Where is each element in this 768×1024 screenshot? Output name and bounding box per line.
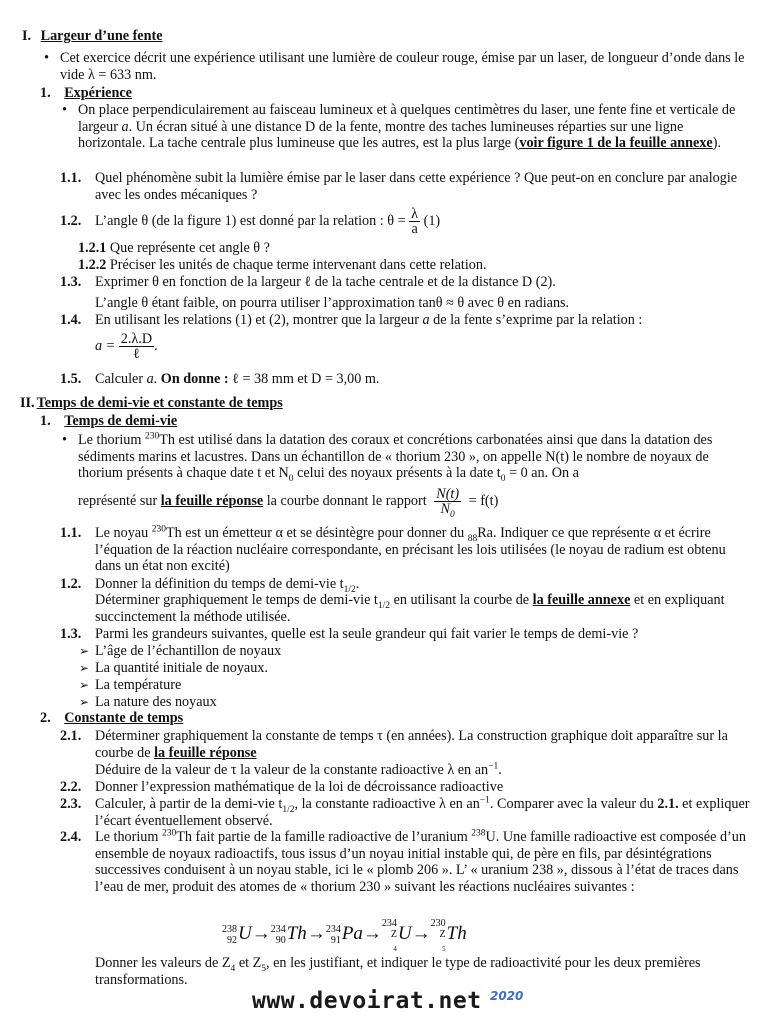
option-item: ➢ La nature des noyaux [95, 694, 217, 711]
nuclide-symbol: Pa [341, 922, 363, 944]
q-1-1-text: Quel phénomène subit la lumière émise par le laser dans cette expérience ? Que peut-on en conclure par analogie avec les ondes mécaniques ? [95, 170, 738, 203]
q-1-2-text [95, 206, 440, 236]
q-1-4-text: En utilisant les relations (1) et (2), montrer que la largeur a de la fente s’exprime par la relation : [95, 312, 643, 328]
experience-text: On place perpendiculairement au faisceau lumineux et à quelques centimètres du laser, une fente fine et verticale de largeur [78, 102, 736, 135]
q-2-1-3-text: Parmi les grandeurs suivantes, quelle est la seule grandeur qui fait varier le temps de demi-vie ? [95, 626, 639, 642]
q-2-1-2-text: Donner la définition du temps de demi-vie $t_{1/2}$. [95, 576, 360, 595]
subsection-1-1-heading [40, 85, 132, 102]
subsection-title: Expérience [64, 85, 132, 101]
nuclide-symbol: Th [446, 922, 467, 944]
nuclide-symbol: Th [286, 922, 307, 944]
arrow-icon: → [362, 922, 382, 944]
response-sheet-reference: la feuille réponse [160, 493, 264, 509]
option-item: ➢ La quantité initiale de noyaux. [95, 660, 268, 677]
site-logo: www.devoirat.net [252, 988, 482, 1014]
q-2-1-2-graph: Déterminer graphiquement le temps de demi-vie $t_{1/2}$ en utilisant la courbe de la feuille annexe et en expliquant succinctement la méthode utilisée. [95, 592, 725, 625]
q-2-2-1-deduce: Déduire de la valeur de τ la valeur de la constante radioactive λ en $an^{-1}$. [95, 761, 502, 778]
relation-tag-1: (1) [423, 213, 441, 229]
q-2-2-3-text: Calculer, à partir de la demi-vie $t_{1/2}$, la constante radioactive λ en $an^{-1}$. Comparer avec la valeur du 2.1. et expliquer l’écart éventuellement observé. [95, 795, 750, 829]
arrow-icon: → [306, 922, 326, 944]
q-1-3-text: Exprimer θ en fonction de la largeur ℓ de la tache centrale et de la distance D (2). [95, 274, 556, 290]
q-2-1-3-number: 1.3. [60, 626, 82, 642]
option-item: ➢ L’âge de l’échantillon de noyaux [95, 643, 281, 660]
q-2-1-1-text: Le noyau $^{230}$Th est un émetteur α et se désintègre pour donner du $_{88}$Ra. Indiquer ce que représente α et écrire l’équation de la réaction nucléaire correspondante, en précisant les lois utilisées (le noyau de radium est obtenu dans un état non excité) [95, 524, 726, 575]
experience-paragraph [78, 102, 750, 152]
q-1-2-number: 1.2. [60, 213, 82, 229]
option-item: ➢ La température [95, 677, 181, 694]
q-1-2-2: 1.2.2 Préciser les unités de chaque terme intervenant dans cette relation. [78, 257, 487, 273]
section-1-heading [22, 28, 163, 45]
q-2-2-2-number: 2.2. [60, 779, 82, 795]
lambda-over-a-fraction: $\frac{\lambda}{a}$ [411, 206, 419, 238]
decay-chain-equation: 238 92 U→ 234 90 Th→ 234 91 Pa→ 234 Z $_4$ U→ 230 Z $_5$ Th [222, 918, 467, 953]
ratio-line: représenté sur la feuille réponse la courbe donnant le rapport $\frac{N(t)}{N_0}$ = f(t) [78, 486, 499, 521]
section-2-heading [20, 395, 283, 412]
annex-reference: voir figure 1 de la feuille annexe [519, 135, 713, 152]
var-a: a [121, 118, 129, 135]
q-2-2-3-number: 2.3. [60, 796, 82, 812]
q-1-4-number: 1.4. [60, 312, 82, 328]
q-2-2-4-number: 2.4. [60, 829, 82, 845]
section-1-intro: • Cet exercice décrit une expérience utilisant une lumière de couleur rouge, émise par un laser, de longueur d’onde dans le vide λ = 633 nm. [60, 50, 750, 83]
nuclide-symbol: U [238, 922, 252, 944]
thorium-paragraph: • Le thorium $^{230}$Th est utilisé dans la datation des coraux et concrétions carbonatées ainsi que dans la datation des sédiments marins et lacustres. Dans un échantillon de « thorium 230 », on appelle N(t) le nombre de noyaux de thorium présents à chaque date t et $N_0$ celui des noyaux présents à la date $t_0 = 0$ an. On a [78, 432, 750, 482]
arrow-icon: → [411, 922, 431, 944]
arrow-icon: → [251, 922, 271, 944]
section-1-number: I. [22, 28, 32, 44]
q-1-2-label: L’angle θ (de la figure 1) est donné par la relation : θ = [95, 213, 406, 229]
subsection-2-2-heading: 2. Constante de temps [40, 710, 184, 726]
experience-text-2: . Un écran situé à une distance D de la fente, montre des taches lumineuses réparties sur une ligne horizontale. La tache centrale plus lumineuse que les autres, est la plus large ( [78, 118, 684, 152]
section-1-title: Largeur d’une fente [40, 28, 163, 44]
q-1-3-number: 1.3. [60, 274, 82, 290]
section-2-number: II. [20, 395, 35, 411]
q-1-5-number: 1.5. [60, 371, 82, 387]
section-2-title: Temps de demi-vie et constante de temps [36, 395, 283, 411]
final-question: Donner les valeurs de $Z_4$ et $Z_5$, en les justifiant, et indiquer le type de radioactivité pour les deux premières transformations. [95, 955, 701, 988]
q-1-2-1: 1.2.1 Que représente cet angle θ ? [78, 240, 270, 256]
footer-year: 2020 [490, 989, 524, 1003]
q-2-2-1-number: 2.1. [60, 728, 82, 744]
q-1-4-formula: a = $\frac{2.\lambda.D}{\text{ℓ}}$ . [95, 331, 158, 362]
q-2-2-1-text: Déterminer graphiquement la constante de temps τ (en années). La construction graphique doit apparaître sur la courbe de la feuille réponse [95, 728, 728, 761]
nuclide-symbol: U [397, 922, 412, 944]
subsection-number: 1. [40, 85, 51, 101]
q-1-1-number: 1.1. [60, 170, 82, 186]
q-2-1-1-number: 1.1. [60, 525, 82, 541]
subsection-2-1-heading: 1. Temps de demi-vie [40, 413, 178, 429]
q-1-3-hint: L’angle θ étant faible, on pourra utiliser l’approximation tanθ ≈ θ avec θ en radians. [95, 295, 570, 311]
q-1-5-text: Calculer a. On donne : ℓ = 38 mm et D = 3,00 m. [95, 371, 380, 387]
q-2-1-2-number: 1.2. [60, 576, 82, 592]
q-2-2-4-text: Le thorium $^{230}$Th fait partie de la famille radioactive de l’uranium $^{238}$U. Une famille radioactive est composée d’un ensemble de noyaux radioactifs, tous issus d’un noyau initial instable qui, de père en fils, par désintégrations successives conduisent à un noyau stable, ici le « plomb 206 ». L’ « uranium 238 », dissous à l’état de traces dans l’eau de mer, produit des atomes de « thorium 230 » suivant les réactions nucléaires suivantes : [95, 828, 746, 895]
ratio-fraction: $\frac{N(t)}{N_0}$ [436, 486, 460, 521]
experience-end: ). [712, 135, 721, 152]
q-2-2-2-text: Donner l’expression mathématique de la loi de décroissance radioactive [95, 779, 504, 795]
